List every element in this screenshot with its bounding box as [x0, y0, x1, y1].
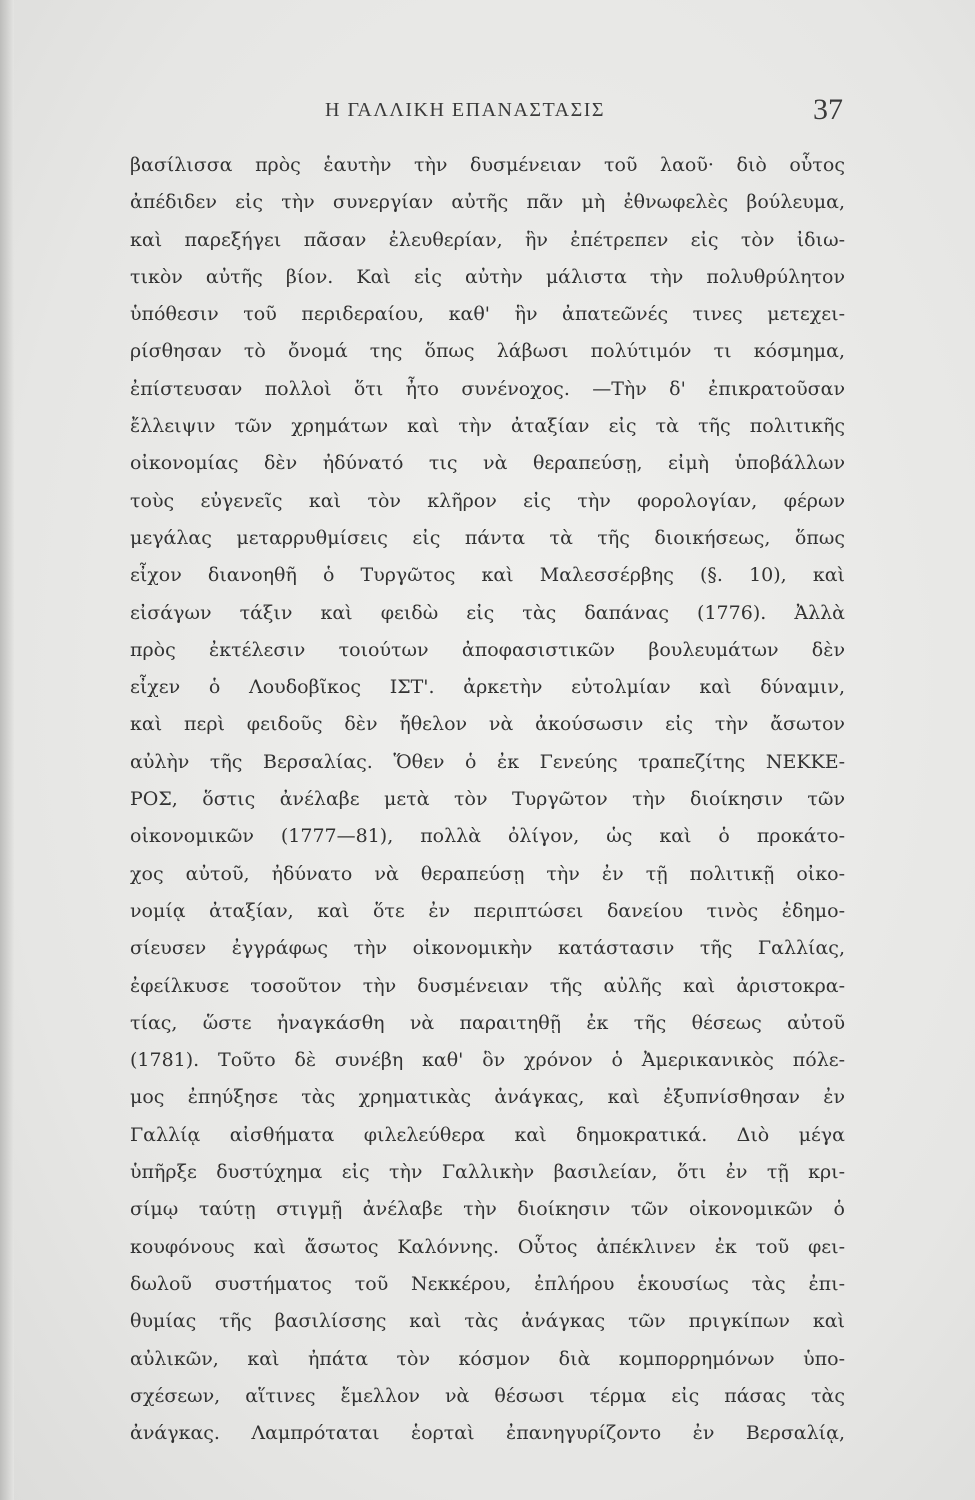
text-line: εἰσάγων τάξιν καὶ φειδὼ εἰς τὰς δαπάνας (1776). Ἀλλὰ	[130, 601, 845, 624]
text-line: ΡΟΣ, ὅστις ἀνέλαβε μετὰ τὸν Τυργῶτον τὴν διοίκησιν τῶν	[130, 788, 845, 811]
text-line: αὐλικῶν, καὶ ἠπάτα τὸν κόσμον διὰ κομπορρημόνων ὑπο-	[130, 1347, 845, 1370]
text-line: ἔλλειψιν τῶν χρημάτων καὶ τὴν ἀταξίαν εἰς τὰ τῆς πολιτικῆς	[130, 415, 845, 438]
text-line: βασίλισσα πρὸς ἑαυτὴν τὴν δυσμένειαν τοῦ λαοῦ· διὸ οὗτος	[130, 154, 845, 176]
text-line: χος αὐτοῦ, ἠδύνατο νὰ θεραπεύσῃ τὴν ἐν τῇ πολιτικῇ οἰκο-	[130, 862, 845, 885]
text-line: εἶχον διανοηθῆ ὁ Τυργῶτος καὶ Μαλεσσέρβης (§. 10), καὶ	[130, 564, 845, 587]
body-text	[130, 147, 845, 1452]
text-line: νομίᾳ ἀταξίαν, καὶ ὅτε ἐν περιπτώσει δανείου τινὸς ἐδημο-	[130, 899, 845, 922]
text-line: αὐλὴν τῆς Βερσαλίας. Ὅθεν ὁ ἐκ Γενεύης τραπεζίτης ΝΕΚΚΕ-	[130, 750, 845, 773]
text-line: Γαλλίᾳ αἰσθήματα φιλελεύθερα καὶ δημοκρατικά. Διὸ μέγα	[130, 1123, 845, 1146]
text-line: ἐφείλκυσε τοσοῦτον τὴν δυσμένειαν τῆς αὐλῆς καὶ ἀριστοκρα-	[130, 974, 845, 997]
text-line: τοὺς εὐγενεῖς καὶ τὸν κλῆρον εἰς τὴν φορολογίαν, φέρων	[130, 489, 845, 512]
text-line: οἰκονομικῶν (1777—81), πολλὰ ὀλίγον, ὡς καὶ ὁ προκάτο-	[130, 825, 845, 848]
text-line: σίευσεν ἐγγράφως τὴν οἰκονομικὴν κατάστασιν τῆς Γαλλίας,	[130, 937, 845, 960]
text-line: τίας, ὥστε ἠναγκάσθη νὰ παραιτηθῇ ἐκ τῆς θέσεως αὐτοῦ	[130, 1011, 845, 1034]
text-line: ρίσθησαν τὸ ὄνομά της ὅπως λάβωσι πολύτιμόν τι κόσμημα,	[130, 340, 845, 363]
text-line: κουφόνους καὶ ἄσωτος Καλόννης. Οὗτος ἀπέκλινεν ἐκ τοῦ φει-	[130, 1235, 845, 1258]
text-line: οἰκονομίας δὲν ἠδύνατό τις νὰ θεραπεύσῃ, εἰμὴ ὑποβάλλων	[130, 452, 845, 475]
text-line: δωλοῦ συστήματος τοῦ Νεκκέρου, ἐπλήρου ἑκουσίως τὰς ἐπι-	[130, 1272, 845, 1295]
text-line: ἀπέδιδεν εἰς τὴν συνεργίαν αὐτῆς πᾶν μὴ ἐθνωφελὲς βούλευμα,	[130, 191, 845, 214]
text-line: (1781). Τοῦτο δὲ συνέβη καθ' ὃν χρόνον ὁ Ἀμερικανικὸς πόλε-	[130, 1049, 845, 1072]
text-line: εἶχεν ὁ Λουδοβῖκος ΙΣΤ'. ἀρκετὴν εὐτολμίαν καὶ δύναμιν,	[130, 676, 845, 699]
text-line: μος ἐπηύξησε τὰς χρηματικὰς ἀνάγκας, καὶ ἐξυπνίσθησαν ἐν	[130, 1086, 845, 1109]
text-line: ἐπίστευσαν πολλοὶ ὅτι ἦτο συνένοχος. —Τὴν δ' ἐπικρατοῦσαν	[130, 377, 845, 400]
text-line: θυμίας τῆς βασιλίσσης καὶ τὰς ἀνάγκας τῶν πριγκίπων καὶ	[130, 1310, 845, 1333]
running-head	[0, 93, 975, 133]
running-title: Η ΓΑΛΛΙΚΗ ΕΠΑΝΑΣΤΑΣΙΣ	[325, 99, 606, 121]
page-number: 37	[813, 93, 843, 126]
text-line: τικὸν αὐτῆς βίον. Καὶ εἰς αὐτὴν μάλιστα τὴν πολυθρύλητον	[130, 265, 845, 288]
text-line: καὶ παρεξήγει πᾶσαν ἐλευθερίαν, ἣν ἐπέτρεπεν εἰς τὸν ἰδιω-	[130, 228, 845, 251]
text-line: ὑπῆρξε δυστύχημα εἰς τὴν Γαλλικὴν βασιλείαν, ὅτι ἐν τῇ κρι-	[130, 1161, 845, 1184]
text-line: ὑπόθεσιν τοῦ περιδεραίου, καθ' ἣν ἀπατεῶνές τινες μετεχει-	[130, 303, 845, 326]
text-line: ἀνάγκας. Λαμπρόταται ἑορταὶ ἐπανηγυρίζοντο ἐν Βερσαλίᾳ,	[130, 1422, 845, 1445]
text-line: πρὸς ἐκτέλεσιν τοιούτων ἀποφασιστικῶν βουλευμάτων δὲν	[130, 638, 845, 661]
page-gutter-shadow	[0, 0, 14, 1500]
text-line: μεγάλας μεταρρυθμίσεις εἰς πάντα τὰ τῆς διοικήσεως, ὅπως	[130, 526, 845, 549]
text-line: σίμῳ ταύτῃ στιγμῇ ἀνέλαβε τὴν διοίκησιν τῶν οἰκονομικῶν ὁ	[130, 1198, 845, 1221]
text-line: καὶ περὶ φειδοῦς δὲν ἤθελον νὰ ἀκούσωσιν εἰς τὴν ἄσωτον	[130, 713, 845, 736]
text-line: σχέσεων, αἵτινες ἔμελλον νὰ θέσωσι τέρμα εἰς πάσας τὰς	[130, 1384, 845, 1407]
